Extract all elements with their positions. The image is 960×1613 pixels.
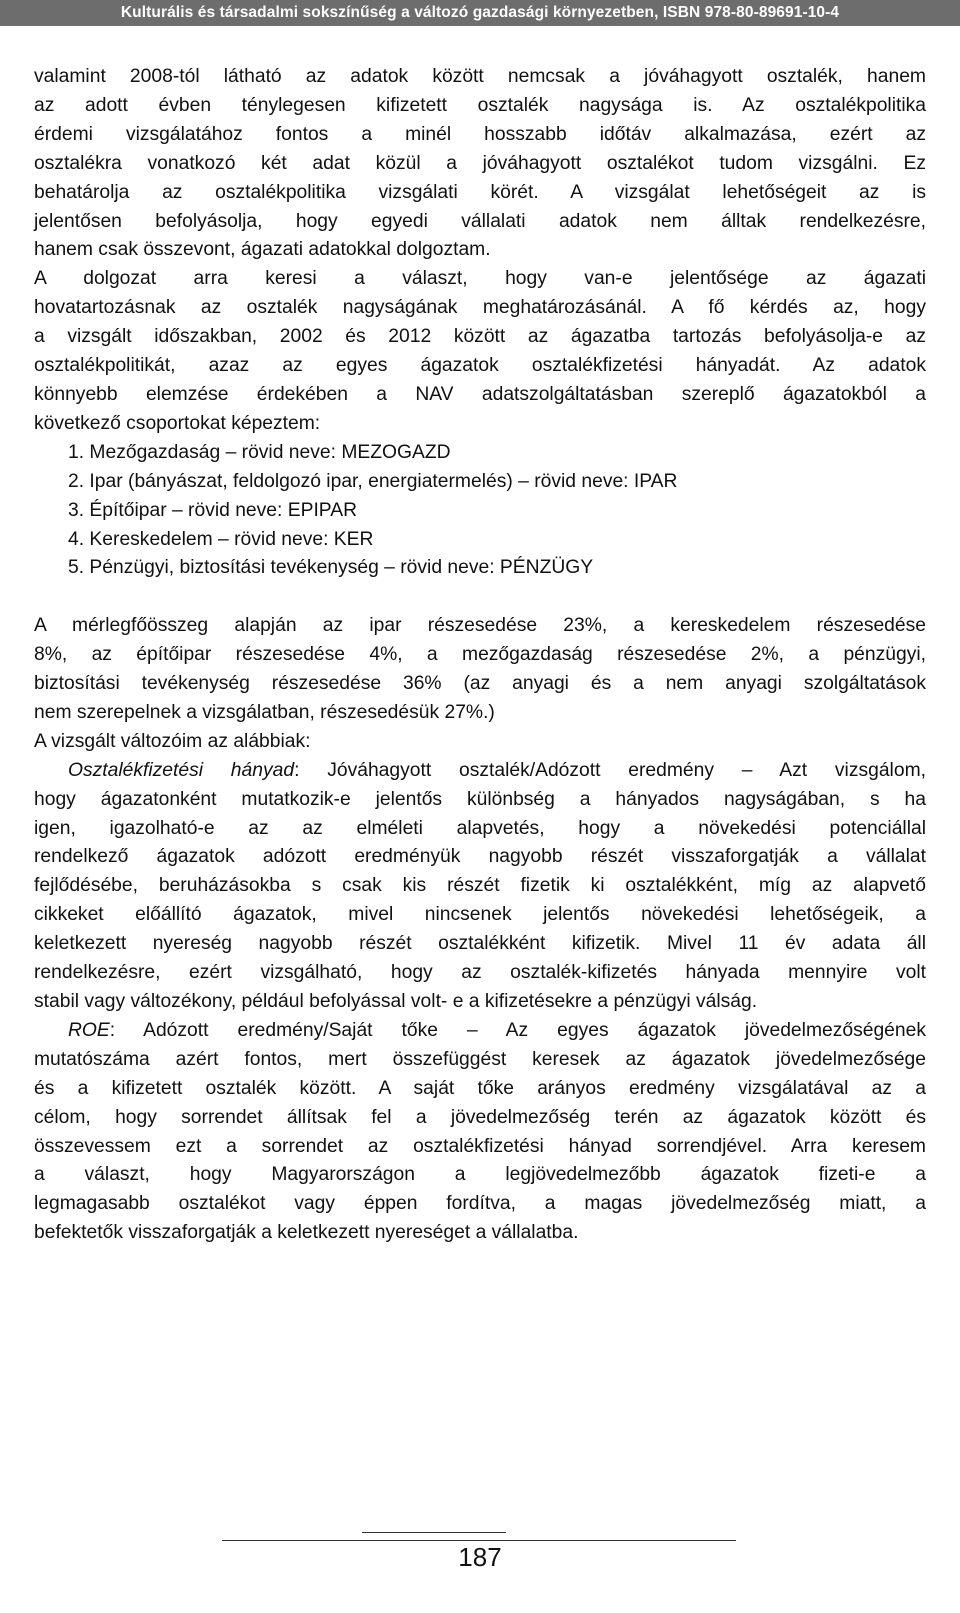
text-line: A mérlegfőösszeg alapján az ipar részesedése 23%, a kereskedelem részesedése [34, 615, 926, 637]
text-line: A dolgozat arra keresi a választ, hogy van-e jelentősége az ágazati [34, 268, 926, 290]
text-line [34, 1017, 926, 1046]
text-line: hovatartozásnak az osztalék nagyságának meghatározásánál. A fő kérdés az, hogy [34, 297, 926, 319]
text-line: következő csoportokat képeztem: [34, 412, 321, 434]
text-line: mutatószáma azért fontos, mert összefüggést keresek az ágazatok jövedelmezősége [34, 1048, 926, 1070]
text-line: könnyebb elemzése érdekében a NAV adatszolgáltatásban szereplő ágazatokból a [34, 383, 926, 405]
list-item: 1. Mezőgazdaság – rövid neve: MEZOGAZD [68, 441, 451, 463]
text-line: összevessem ezt a sorrendet az osztalékfizetési hányad sorrendjével. Arra keresem [34, 1135, 926, 1157]
text-line: érdemi vizsgálatához fontos a minél hosszabb időtáv alkalmazása, ezért az [34, 123, 926, 145]
text-line: fejlődésébe, beruházásokba s csak kis részét fizetik ki osztalékként, míg az alapvető [34, 875, 926, 897]
paragraph-roe [34, 1017, 926, 1248]
paragraph-payout-ratio [34, 757, 926, 1017]
text-line [34, 757, 926, 786]
text-line: behatárolja az osztalékpolitika vizsgálati körét. A vizsgálat lehetőségeit az is [34, 181, 926, 203]
text-line: 8%, az építőipar részesedése 4%, a mezőgazdaság részesedése 2%, a pénzügyi, [34, 644, 926, 666]
running-header [0, 0, 960, 26]
text-line: befektetők visszaforgatják a keletkezett nyereséget a vállalatba. [34, 1222, 579, 1244]
text-line: nem szerepelnek a vizsgálatban, részesedésük 27%.) [34, 701, 495, 723]
text-line: célom, hogy sorrendet állítsak fel a jövedelmezőség terén az ágazatok között és [34, 1106, 926, 1128]
text-run: : Adózott eredmény/Saját tőke – Az egyes ágazatok jövedelmezőségének [109, 1019, 926, 1041]
list-item: 4. Kereskedelem – rövid neve: KER [68, 528, 374, 550]
text-line: biztosítási tevékenység részesedése 36% (az anyagi és a nem anyagi szolgáltatások [34, 673, 926, 695]
text-line: cikkeket előállító ágazatok, mivel nincsenek jelentős növekedési lehetőségeik, a [34, 904, 926, 926]
paragraph-spacer [34, 583, 926, 612]
list-item: 3. Építőipar – rövid neve: EPIPAR [68, 499, 358, 521]
term-payout-ratio: Osztalékfizetési hányad [68, 759, 295, 781]
text-line: igen, igazolható-e az az elméleti alapvetés, hogy a növekedési potenciállal [34, 817, 926, 839]
text-line: keletkezett nyereség nagyobb részét osztalékként kifizetik. Mivel 11 év adata áll [34, 933, 926, 955]
text-run: : Jóváhagyott osztalék/Adózott eredmény – Azt vizsgálom, [294, 759, 926, 781]
text-line: valamint 2008-tól látható az adatok között nemcsak a jóváhagyott osztalék, hanem [34, 66, 926, 87]
text-line: rendelkezésre, ezért vizsgálható, hogy az osztalék-kifizetés hányada mennyire volt [34, 962, 926, 984]
text-line: rendelkező ágazatok adózott eredményük nagyobb részét visszaforgatják a vállalat [34, 846, 926, 868]
text-line: stabil vagy változékony, például befolyással volt- e a kifizetésekre a pénzügyi válság. [34, 990, 758, 1012]
text-line: hogy ágazatonként mutatkozik-e jelentős különbség a hányados nagyságában, s ha [34, 788, 926, 810]
footer-rule-line [362, 1532, 506, 1533]
text-line: a vizsgált időszakban, 2002 és 2012 között az ágazatba tartozás befolyásolja-e az [34, 326, 926, 348]
page-body [34, 63, 926, 1248]
text-line: hanem csak összevont, ágazati adatokkal dolgoztam. [34, 239, 491, 261]
paragraph-data-limitations [34, 63, 926, 265]
text-line: osztalékra vonatkozó két adat közül a jóváhagyott osztalékot tudom vizsgálni. Ez [34, 152, 926, 174]
term-roe: ROE [68, 1019, 110, 1041]
paragraph-research-question [34, 265, 926, 438]
sector-group-list [34, 439, 926, 584]
list-item: 5. Pénzügyi, biztosítási tevékenység – rövid neve: PÉNZÜGY [68, 557, 594, 579]
paragraph-balance-shares [34, 612, 926, 728]
text-line: jelentősen befolyásolja, hogy egyedi vállalati adatok nem álltak rendelkezésre, [34, 210, 926, 232]
variables-intro: A vizsgált változóim az alábbiak: [34, 730, 311, 752]
text-line: és a kifizetett osztalék között. A saját tőke arányos eredmény vizsgálatával az a [34, 1077, 926, 1099]
running-header-title: Kulturális és társadalmi sokszínűség a változó gazdasági környezetben, ISBN 978-80-89691-10-4 [120, 4, 840, 21]
text-line: osztalékpolitikát, azaz az egyes ágazatok osztalékfizetési hányadát. Az adatok [34, 355, 926, 377]
text-line: az adott évben ténylegesen kifizetett osztalék nagysága is. Az osztalékpolitika [34, 94, 926, 116]
list-item: 2. Ipar (bányászat, feldolgozó ipar, energiatermelés) – rövid neve: IPAR [68, 470, 678, 492]
text-line: a választ, hogy Magyarországon a legjövedelmezőbb ágazatok fizeti-e a [34, 1164, 926, 1186]
page-number: 187 [458, 1542, 502, 1572]
text-line: legmagasabb osztalékot vagy éppen fordítva, a magas jövedelmezőség miatt, a [34, 1193, 926, 1215]
